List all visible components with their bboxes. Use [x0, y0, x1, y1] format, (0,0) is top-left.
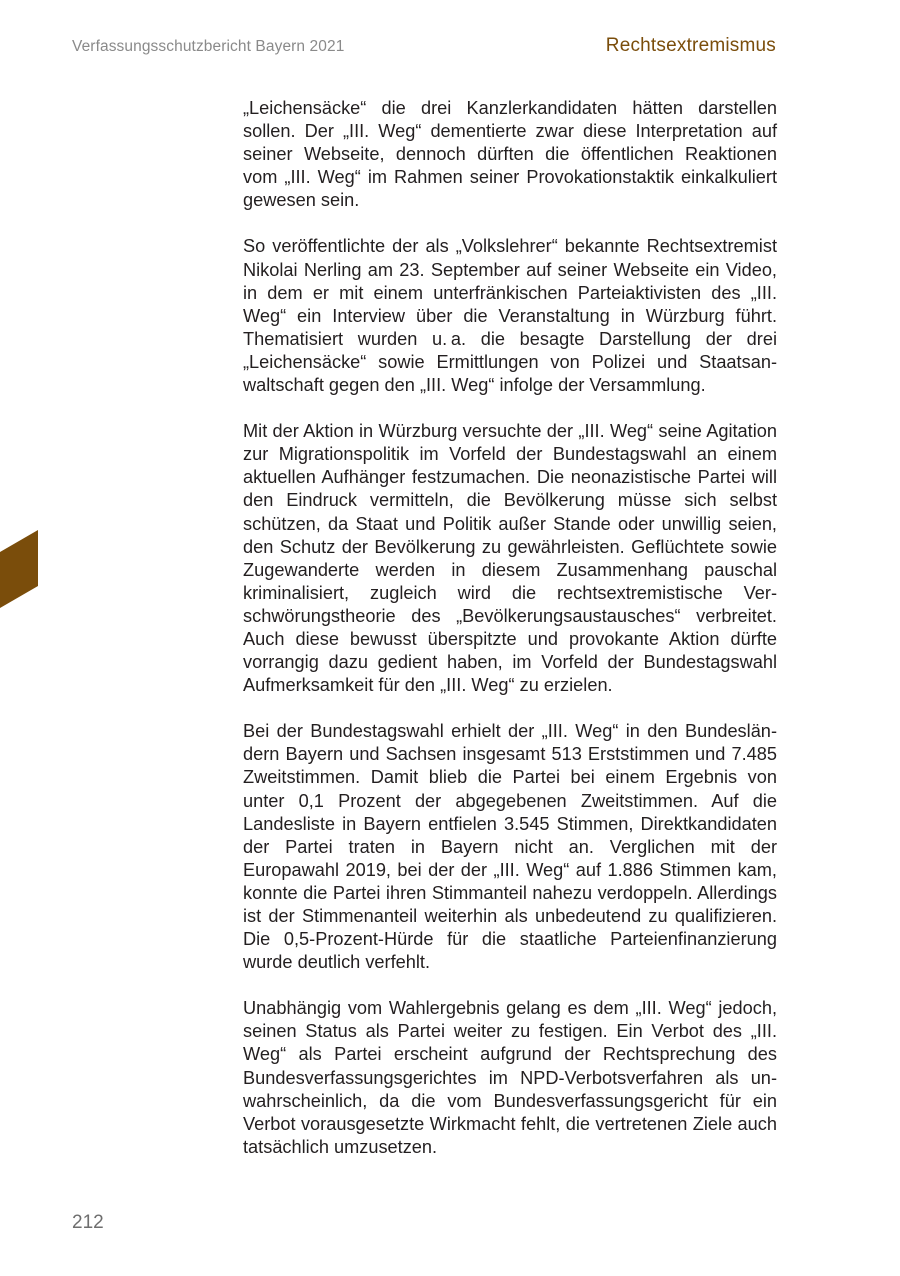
report-title: Verfassungsschutzbericht Bayern 2021 — [72, 38, 345, 55]
section-title: Rechtsextremismus — [605, 35, 776, 56]
chapter-tab-shape — [0, 530, 38, 608]
body-text — [243, 97, 777, 1182]
page-number: 212 — [72, 1212, 104, 1233]
chapter-tab-marker — [0, 530, 38, 608]
paragraph: Mit der Aktion in Würzburg versuchte der „III. Weg“ seine Agitation zur Migrationspolitik im Vorfeld der Bundestagswahl an einem aktuellen Aufhänger festzumachen. Die neonazistische Partei will den Eindruck vermitteln, die Bevölkerung müsse sich selbst schützen, da Staat und Politik außer Stande oder unwillig seien, den Schutz der Bevölkerung zu gewährleisten. Geflüchtete sowie Zugewanderte werden in diesem Zusammenhang pauschal kriminalisiert, zugleich wird die rechtsextremistische Verschwörungstheorie des „Bevölkerungsaustausches“ verbreitet. Auch diese bewusst überspitzte und provokante Aktion dürfte vorrangig dazu gedient haben, im Vorfeld der Bundestagswahl Aufmerksamkeit für den „III. Weg“ zu erzielen. — [243, 421, 777, 696]
paragraph: So veröffentlichte der als „Volkslehrer“ bekannte Rechtsextremist Nikolai Nerling am 23. September auf seiner Webseite ein Video, in dem er mit einem unterfränkischen Parteiaktivisten des „III. Weg“ ein Interview über die Veranstaltung in Würzburg führt. Thematisiert wurden u. a. die besagte Darstellung der drei „Leichensäcke“ sowie Ermittlungen von Polizei und Staatsanwaltschaft gegen den „III. Weg“ infolge der Versammlung. — [243, 236, 777, 396]
paragraph: Bei der Bundestagswahl erhielt der „III. Weg“ in den Bundesländern Bayern und Sachsen insgesamt 513 Erststimmen und 7.485 Zweitstimmen. Damit blieb die Partei bei einem Ergebnis von unter 0,1 Prozent der abgegebenen Zweitstimmen. Auf die Landesliste in Bayern entfielen 3.545 Stimmen, Direktkandidaten der Partei traten in Bayern nicht an. Verglichen mit der Europawahl 2019, bei der der „III. Weg“ auf 1.886 Stimmen kam, konnte die Partei ihren Stimmanteil nahezu verdoppeln. Allerdings ist der Stimmenanteil weiterhin als unbedeutend zu qualifizieren. Die 0,5-Prozent-Hürde für die staatliche Parteienfinanzierung wurde deutlich verfehlt. — [243, 721, 777, 973]
paragraph: „Leichensäcke“ die drei Kanzlerkandidaten hätten darstellen sollen. Der „III. Weg“ dementierte zwar diese Interpretation auf seiner Webseite, dennoch dürften die öffentlichen Reaktionen vom „III. Weg“ im Rahmen seiner Provokationstaktik einkalkuliert gewesen sein. — [243, 98, 777, 211]
paragraph: Unabhängig vom Wahlergebnis gelang es dem „III. Weg“ jedoch, seinen Status als Partei weiter zu festigen. Ein Verbot des „III. Weg“ als Partei erscheint aufgrund der Rechtsprechung des Bundesverfassungsgerichtes im NPD-Verbotsverfahren als unwahrscheinlich, da die vom Bundesverfassungsgericht für ein Verbot vorausgesetzte Wirkmacht fehlt, die vertretenen Ziele auch tatsächlich umzusetzen. — [243, 998, 777, 1157]
